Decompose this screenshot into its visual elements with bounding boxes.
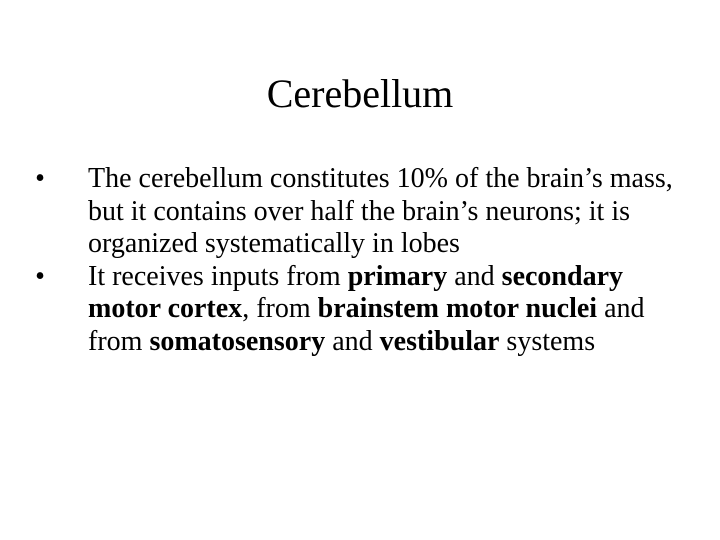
bullet-text-segment: , from [242, 293, 318, 324]
bullet-text-segment: and from [88, 293, 645, 357]
bullet-list [30, 163, 680, 358]
bold-term-vestibular: vestibular [379, 325, 500, 357]
bold-term-brainstem-motor-nuclei: brainstem motor nuclei [317, 293, 598, 324]
bullet-text-segment: It receives inputs from [88, 260, 348, 292]
bullet-text-segment: and [325, 325, 380, 357]
bullet-icon: • [35, 260, 45, 292]
slide-title: Cerebellum [266, 71, 454, 116]
bold-term-somatosensory: somatosensory [149, 325, 326, 357]
bullet-item-1 [30, 163, 680, 261]
bold-term-secondary-motor-cortex: secondary motor cortex [88, 260, 623, 324]
bullet-text-segment: and [447, 260, 502, 292]
bold-term-primary: primary [347, 260, 448, 292]
bullet-text: The cerebellum constitutes 10% of the brain’s mass, but it contains over half the brain’s neurons; it is organized systematically in lobes [88, 163, 673, 259]
bullet-icon: • [35, 163, 45, 194]
bullet-item-2 [30, 261, 680, 359]
bullet-text-segment: systems [499, 325, 596, 357]
